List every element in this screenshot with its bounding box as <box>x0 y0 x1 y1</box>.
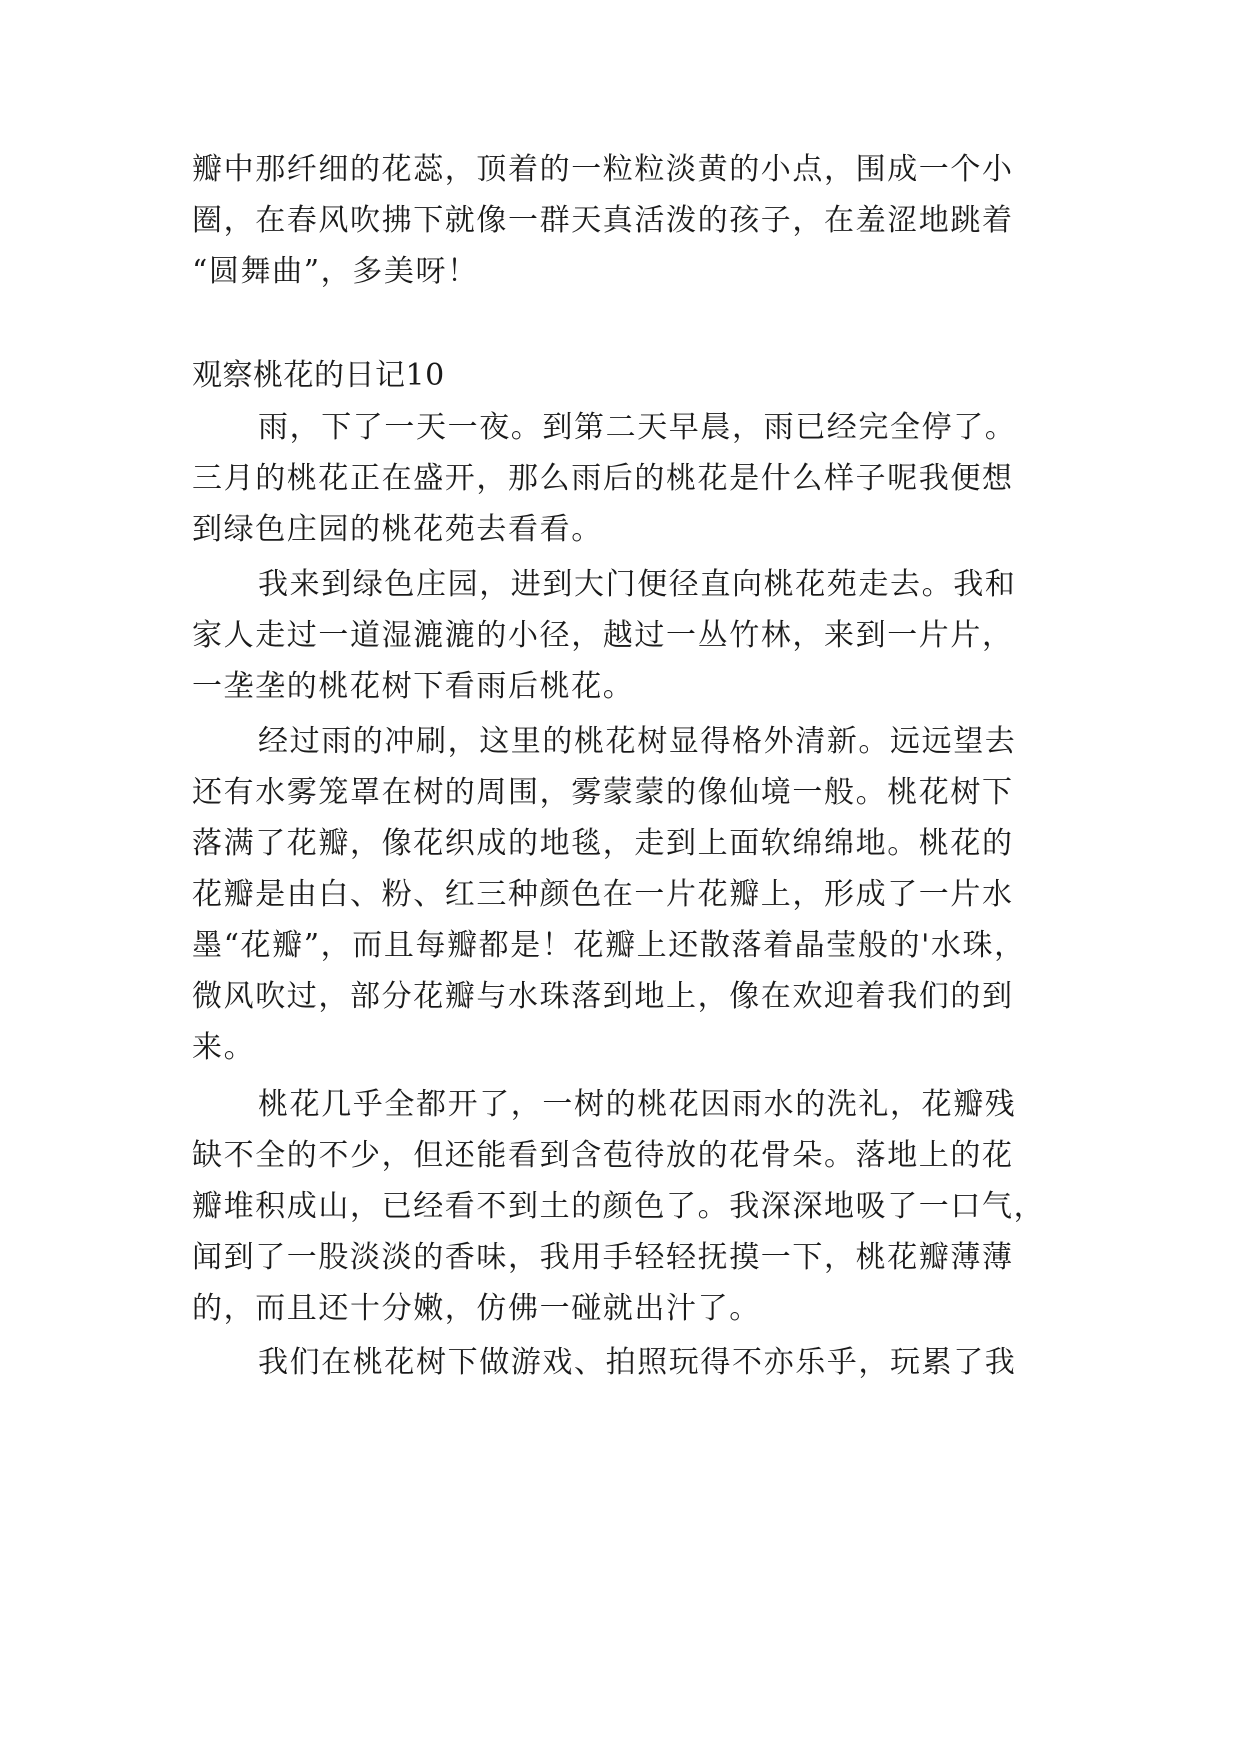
text-line: 我们在桃花树下做游戏、拍照玩得不亦乐乎，玩累了我 <box>258 1345 1017 1380</box>
text-line: 落满了花瓣，像花织成的地毯，走到上面软绵绵地。桃花的 <box>192 826 1014 861</box>
text-line: 我来到绿色庄园，进到大门便径直向桃花苑走去。我和 <box>258 567 1017 602</box>
text-line: 桃花几乎全都开了，一树的桃花因雨水的洗礼，花瓣残 <box>258 1087 1017 1122</box>
text-line: 缺不全的不少，但还能看到含苞待放的花骨朵。落地上的花 <box>192 1138 1014 1173</box>
text-line: 花瓣是由白、粉、红三种颜色在一片花瓣上，形成了一片水 <box>192 877 1014 912</box>
text-line: 微风吹过，部分花瓣与水珠落到地上，像在欢迎着我们的到 <box>192 979 1014 1014</box>
text-line: 瓣堆积成山，已经看不到土的颜色了。我深深地吸了一口气， <box>192 1189 1046 1224</box>
text-line: 到绿色庄园的桃花苑去看看。 <box>192 512 603 547</box>
text-line: 还有水雾笼罩在树的周围，雾蒙蒙的像仙境一般。桃花树下 <box>192 775 1014 810</box>
text-line: 墨“花瓣”，而且每瓣都是！花瓣上还散落着晶莹般的'水珠， <box>192 928 1026 963</box>
text-line: 一垄垄的桃花树下看雨后桃花。 <box>192 669 635 704</box>
text-line: 三月的桃花正在盛开，那么雨后的桃花是什么样子呢我便想 <box>192 461 1014 496</box>
text-line: 经过雨的冲刷，这里的桃花树显得格外清新。远远望去 <box>258 724 1017 759</box>
text-line: 瓣中那纤细的花蕊，顶着的一粒粒淡黄的小点，围成一个小 <box>192 152 1014 187</box>
text-line: 家人走过一道湿漉漉的小径，越过一丛竹林，来到一片片， <box>192 618 1014 653</box>
text-line: 雨，下了一天一夜。到第二天早晨，雨已经完全停了。 <box>258 410 1017 445</box>
text-line: 圈，在春风吹拂下就像一群天真活泼的孩子，在羞涩地跳着 <box>192 203 1014 238</box>
text-line: “圆舞曲”，多美呀！ <box>192 254 479 289</box>
text-line: 闻到了一股淡淡的香味，我用手轻轻抚摸一下，桃花瓣薄薄 <box>192 1240 1014 1275</box>
text-line: 来。 <box>192 1030 256 1065</box>
section-title: 观察桃花的日记10 <box>192 358 445 393</box>
text-line: 的，而且还十分嫩，仿佛一碰就出汁了。 <box>192 1291 761 1326</box>
